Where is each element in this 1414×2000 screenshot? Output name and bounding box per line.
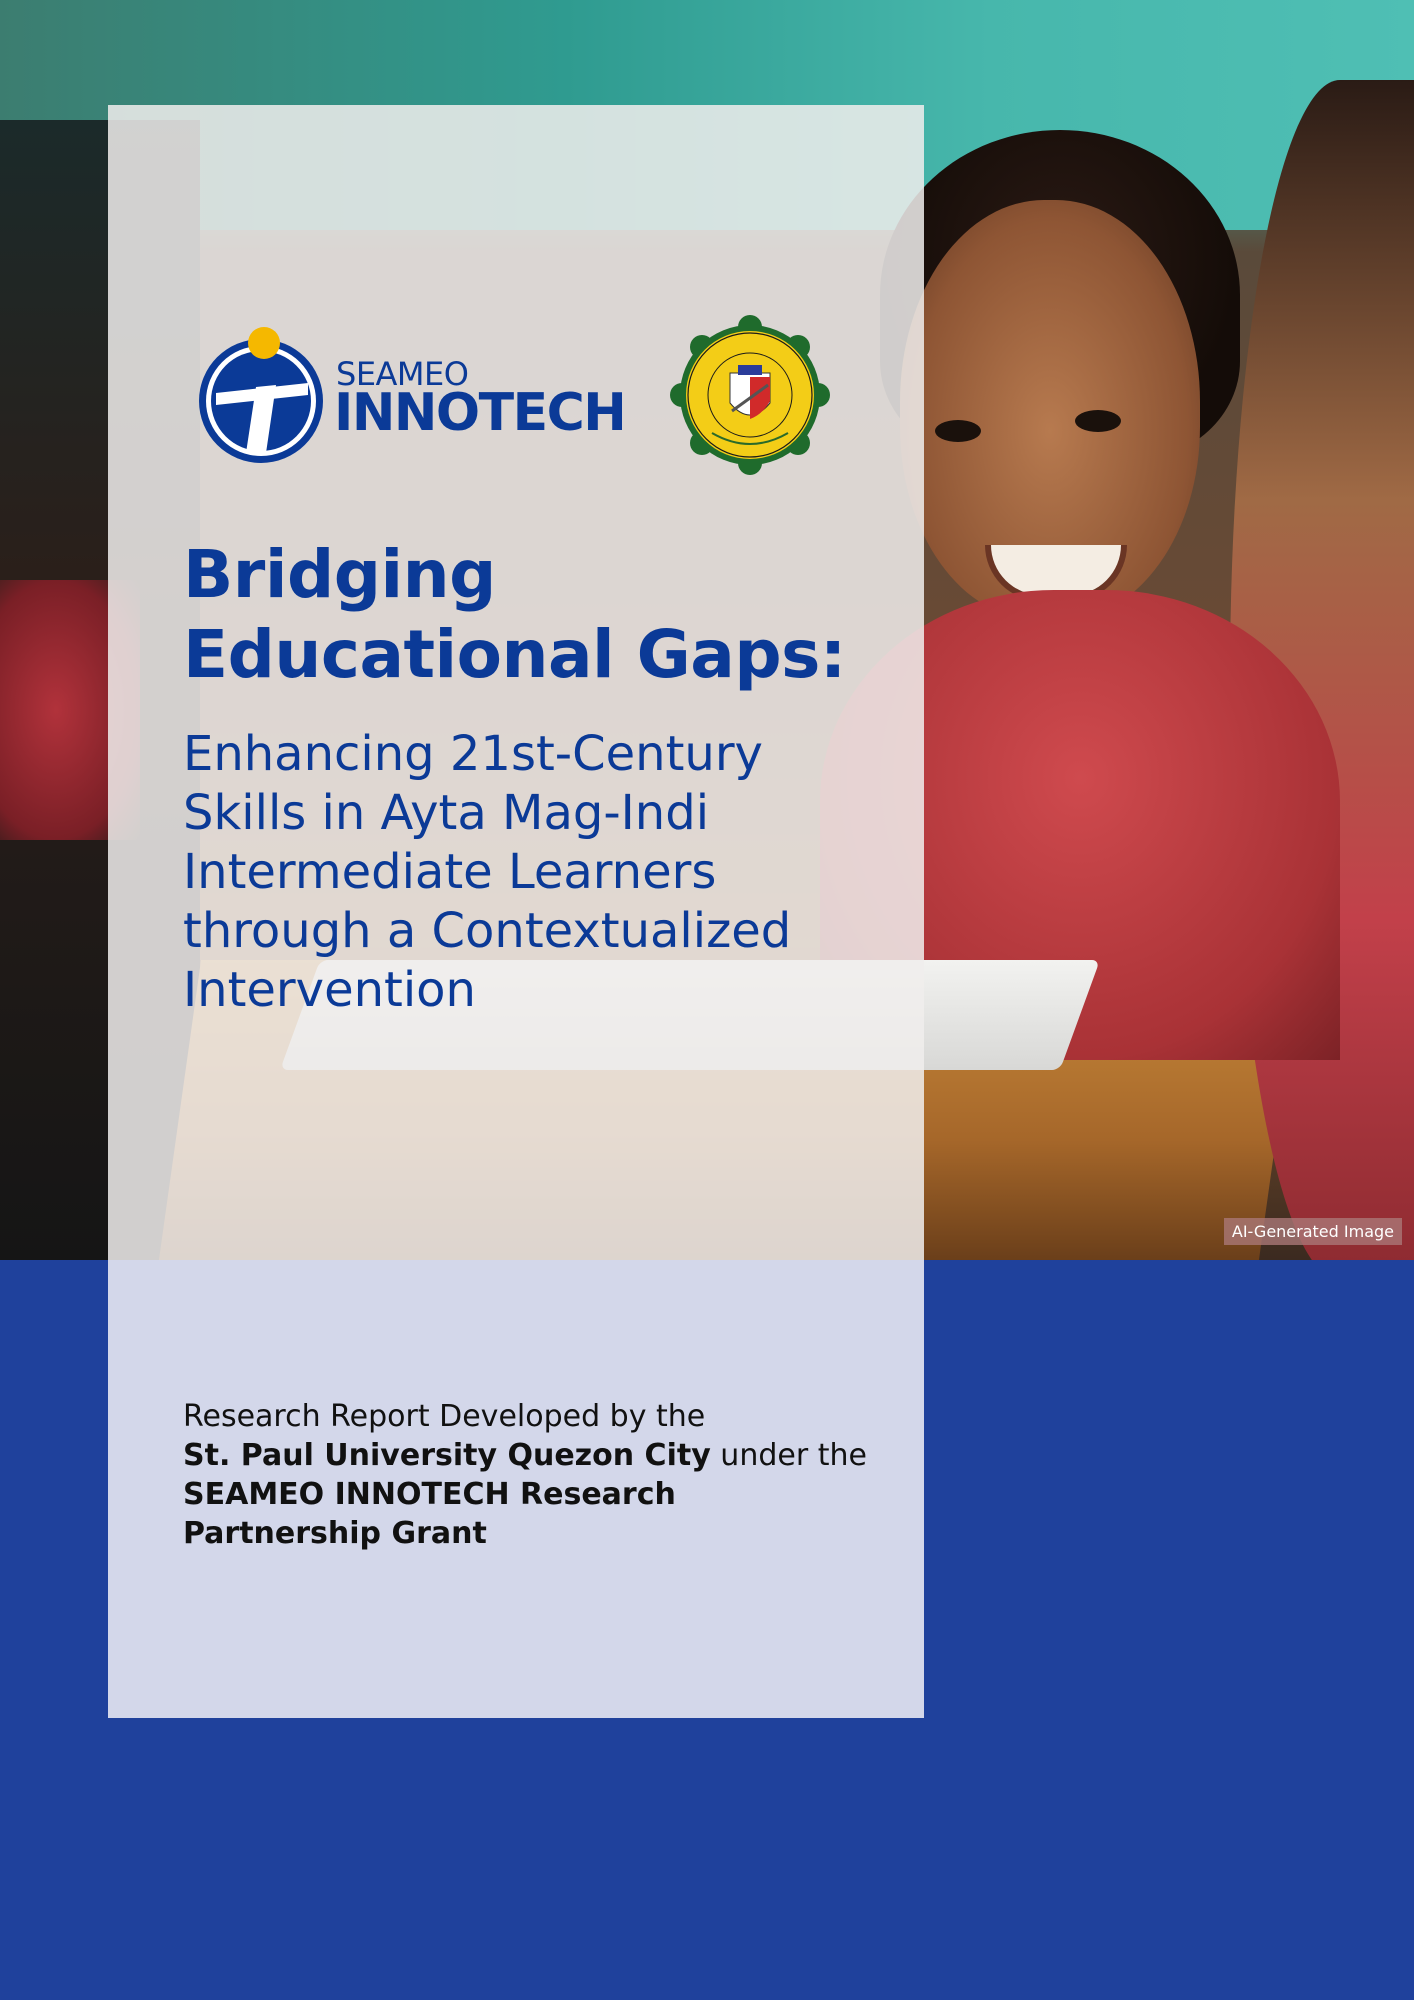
title-line-2: Educational Gaps: — [183, 616, 846, 693]
girl-eye-left — [935, 420, 981, 442]
seameo-i-icon — [196, 325, 326, 465]
title-line-1: Bridging — [183, 536, 496, 613]
subtitle-line: Intermediate Learners — [183, 844, 717, 900]
credit-statement — [183, 1397, 883, 1553]
report-title — [183, 535, 883, 695]
subtitle-line: Enhancing 21st-Century — [183, 726, 763, 782]
ai-generated-badge: AI-Generated Image — [1224, 1218, 1402, 1245]
subtitle-line: Intervention — [183, 962, 476, 1018]
st-paul-university-seal-icon — [670, 315, 830, 475]
credit-mid: under the — [710, 1438, 867, 1473]
credit-grant: SEAMEO INNOTECH Research Partnership Grant — [183, 1477, 676, 1551]
report-subtitle — [183, 725, 883, 1020]
credit-org: St. Paul University Quezon City — [183, 1438, 711, 1473]
subtitle-line: Skills in Ayta Mag-Indi — [183, 785, 710, 841]
girl-eye-right — [1075, 410, 1121, 432]
innotech-wordmark: INNOTECH — [334, 383, 626, 443]
seameo-wordmark: SEAMEO — [336, 355, 469, 393]
subtitle-line: through a Contextualized — [183, 903, 792, 959]
seameo-innotech-logo — [196, 325, 626, 465]
credit-intro: Research Report Developed by the — [183, 1399, 706, 1434]
